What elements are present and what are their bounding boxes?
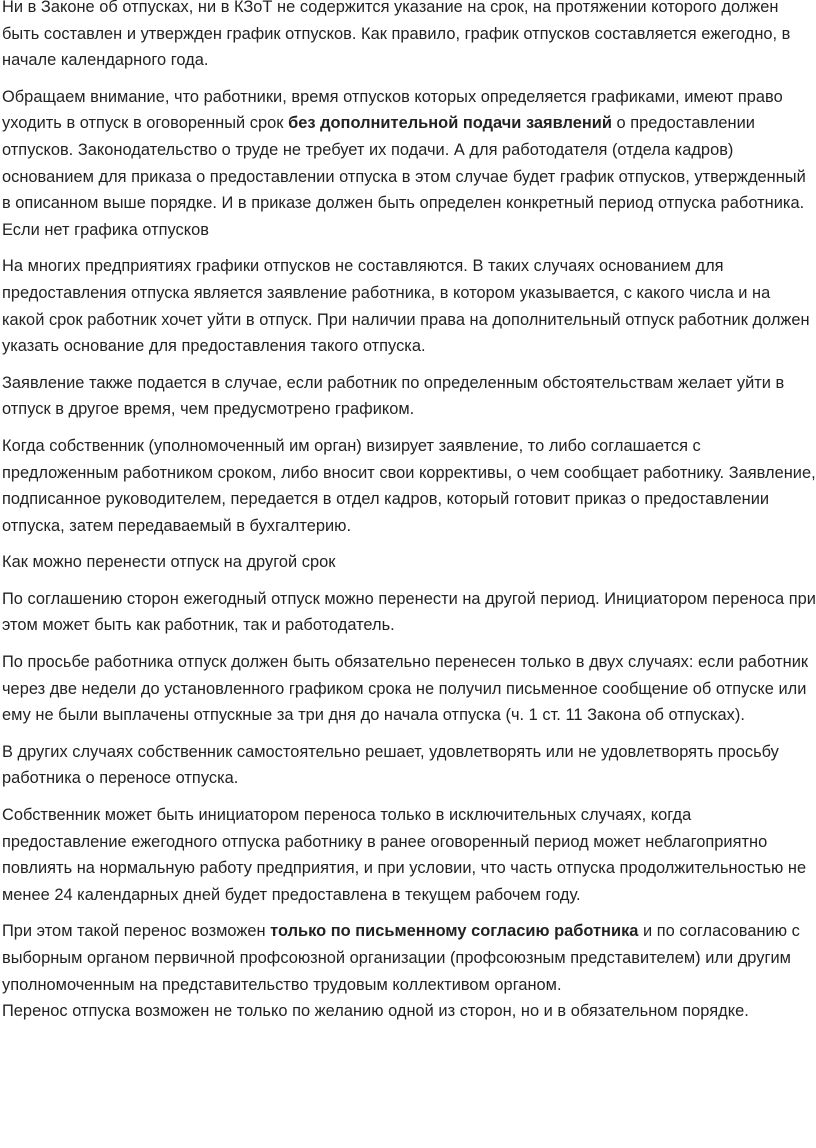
section-heading-transfer: Как можно перенести отпуск на другой срок: [2, 553, 336, 572]
paragraph-text: о предоставлении отпусков. Законодательство о труде не требует их подачи. А для работодателя (отдела кадров) основанием для приказа о предоставлении отпуска в этом случае будет график отпусков, утвержденный в описанном выше порядке. И в приказе должен быть определен конкретный период отпуска работника.: [2, 114, 806, 213]
paragraph-owner-decides: В других случаях собственник самостоятельно решает, удовлетворять или не удовлетворять просьбу работника о переносе отпуска.: [2, 742, 779, 788]
paragraph-obligatory-order: Перенос отпуска возможен не только по желанию одной из сторон, но и в обязательном порядке.: [2, 1002, 749, 1021]
paragraph-transfer-agreement: По соглашению сторон ежегодный отпуск можно перенести на другой период. Инициатором переноса при этом может быть как работник, так и работодатель.: [2, 589, 816, 635]
emphasis-text: только по письменному согласию работника: [270, 922, 639, 941]
paragraph-schedule-deadline: Ни в Законе об отпусках, ни в КЗоТ не содержится указание на срок, на протяжении которого должен быть составлен и утвержден график отпусков. Как правило, график отпусков составляется ежегодно, в начале календарного года.: [2, 0, 791, 70]
emphasis-text: без дополнительной подачи заявлений: [288, 114, 612, 133]
paragraph-text: При этом такой перенос возможен: [2, 922, 271, 941]
paragraph-owner-approval: Когда собственник (уполномоченный им орган) визирует заявление, то либо соглашается с предложенным работником сроком, либо вносит свои коррективы, о чем сообщает работнику. Заявление, подписанное руководителем, передается в отдел кадров, который готовит приказ о предоставлении отпуска, затем передаваемый в бухгалтерию.: [2, 436, 816, 535]
paragraph-written-consent: [2, 918, 816, 998]
paragraph-mandatory-transfer: По просьбе работника отпуск должен быть обязательно перенесен только в двух случаях: если работник через две недели до установленного графиком срока не получил письменное сообщение об отпуске или ему не были выплачены отпускные за три дня до начала отпуска (ч. 1 ст. 11 Закона об отпусках).: [2, 653, 809, 725]
paragraph-application-basis: На многих предприятиях графики отпусков не составляются. В таких случаях основанием для предоставления отпуска является заявление работника, в котором указывается, с какого числа и на какой срок работник хочет уйти в отпуск. При наличии права на дополнительный отпуск работник должен указать основание для предоставления такого отпуска.: [2, 257, 810, 356]
paragraph-no-application-needed: [2, 84, 816, 217]
section-heading-no-schedule: Если нет графика отпусков: [2, 220, 209, 239]
paragraph-application-other-time: Заявление также подается в случае, если работник по определенным обстоятельствам желает уйти в отпуск в другое время, чем предусмотрено графиком.: [2, 373, 785, 419]
paragraph-owner-initiator: Собственник может быть инициатором переноса только в исключительных случаях, когда предоставление ежегодного отпуска работнику в ранее оговоренный период может неблагоприятно повлиять на нормальную работу предприятия, и при условии, что часть отпуска продолжительностью не менее 24 календарных дней будет предоставлена в текущем рабочем году.: [2, 806, 807, 904]
paragraph-text: Обращаем внимание, что работники, время отпусков которых определяется графиками, имеют право уходить в отпуск в оговоренный срок: [2, 87, 783, 133]
paragraph-text: и по согласованию с выборным органом первичной профсоюзной организации (профсоюзным представителем) или другим уполномоченным на представительство трудовым коллективом органом.: [2, 922, 800, 994]
